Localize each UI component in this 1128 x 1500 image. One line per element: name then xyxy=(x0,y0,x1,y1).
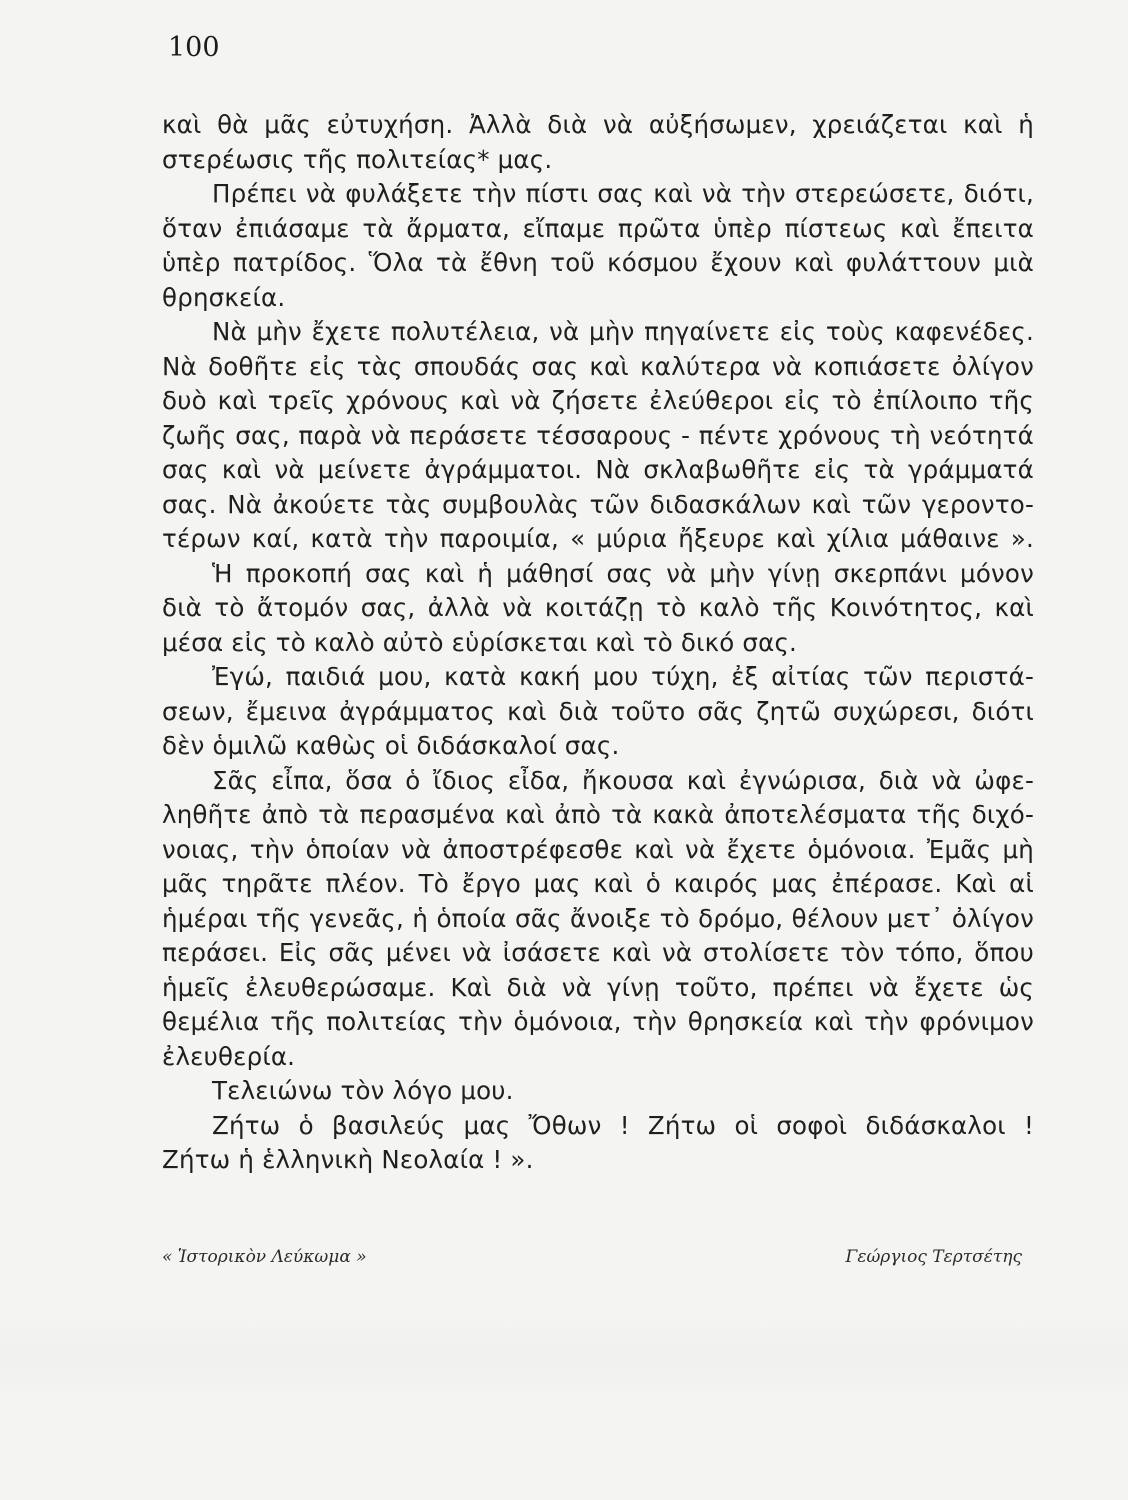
text-line: ἐλευθερία. xyxy=(162,1041,296,1071)
text-line: θρησκεία. xyxy=(162,282,286,312)
text-line: στερέωσις τῆς πολιτείας* μας. xyxy=(162,144,553,174)
page-number: 100 xyxy=(168,32,220,63)
text-line: τέρων καί, κατὰ τὴν παροιμία, « μύρια ἤξευρε καὶ χίλια μάθαινε ». xyxy=(162,524,1034,553)
reverse-side-bleed-through xyxy=(0,1318,1128,1403)
text-line: ὅταν ἐπιάσαμε τὰ ἄρματα, εἴπαμε πρῶτα ὑπὲρ πίστεως καὶ ἔπειτα xyxy=(162,213,1034,243)
author-name: Γεώργιος Τερτσέτης xyxy=(845,1247,1022,1267)
text-line: θεμέλια τῆς πολιτείας τὴν ὁμόνοια, τὴν θρησκεία καὶ τὴν φρόνιμον xyxy=(162,1007,1034,1036)
text-line: Ἐγώ, παιδιά μου, κατὰ κακή μου τύχη, ἐξ αἰτίας τῶν περιστά- xyxy=(212,662,1034,691)
text-line: δὲν ὁμιλῶ καθὼς οἱ διδάσκαλοί σας. xyxy=(162,731,620,760)
text-line: μέσα εἰς τὸ καλὸ αὐτὸ εὑρίσκεται καὶ τὸ δικό σας. xyxy=(162,627,798,657)
text-line: διὰ τὸ ἄτομόν σας, ἀλλὰ νὰ κοιτάζῃ τὸ καλὸ τῆς Κοινότητος, καὶ xyxy=(162,593,1034,622)
text-line: νοιας, τὴν ὁποίαν νὰ ἀποστρέφεσθε καὶ νὰ ἔχετε ὁμόνοια. Ἐμᾶς μὴ xyxy=(162,834,1034,864)
text-line: Ζήτω ἡ ἑλληνικὴ Νεολαία ! ». xyxy=(162,1145,534,1174)
source-title: « Ἱστορικὸν Λεύκωμα » xyxy=(162,1247,367,1267)
text-line: ληθῆτε ἀπὸ τὰ περασμένα καὶ ἀπὸ τὰ κακὰ ἀποτελέσματα τῆς διχό- xyxy=(162,800,1034,829)
text-line: Τελειώνω τὸν λόγο μου. xyxy=(212,1076,514,1105)
text-line: Ζήτω ὁ βασιλεύς μας Ὄθων ! Ζήτω οἱ σοφοὶ διδάσκαλοι ! xyxy=(212,1110,1034,1140)
text-line: δυὸ καὶ τρεῖς χρόνους καὶ νὰ ζήσετε ἐλεύθεροι εἰς τὸ ἐπίλοιπο τῆς xyxy=(162,386,1034,415)
text-line: σας καὶ νὰ μείνετε ἀγράμματοι. Νὰ σκλαβωθῆτε εἰς τὰ γράμματά xyxy=(162,455,1034,484)
text-line: σας. Νὰ ἀκούετε τὰς συμβουλὰς τῶν διδασκάλων καὶ τῶν γεροντο- xyxy=(162,489,1034,519)
text-line: ἡμέραι τῆς γενεᾶς, ἡ ὁποία σᾶς ἄνοιξε τὸ δρόμο, θέλουν μετ᾽ ὀλίγον xyxy=(162,903,1034,933)
text-line: Νὰ μὴν ἔχετε πολυτέλεια, νὰ μὴν πηγαίνετε εἰς τοὺς καφενέδες. xyxy=(212,317,1034,346)
text-line: ζωῆς σας, παρὰ νὰ περάσετε τέσσαρους - πέντε χρόνους τὴ νεότητά xyxy=(162,420,1034,450)
text-line: ὑπὲρ πατρίδος. Ὅλα τὰ ἔθνη τοῦ κόσμου ἔχουν καὶ φυλάττουν μιὰ xyxy=(162,248,1034,277)
text-line: ἡμεῖς ἐλευθερώσαμε. Καὶ διὰ νὰ γίνῃ τοῦτο, πρέπει νὰ ἔχετε ὡς xyxy=(162,972,1034,1002)
text-line: Σᾶς εἶπα, ὅσα ὁ ἴδιος εἶδα, ἤκουσα καὶ ἐγνώρισα, διὰ νὰ ὠφε- xyxy=(212,765,1034,795)
text-line: καὶ θὰ μᾶς εὐτυχήση. Ἀλλὰ διὰ νὰ αὐξήσωμεν, χρειάζεται καὶ ἡ xyxy=(162,110,1034,139)
text-line: Ἡ προκοπή σας καὶ ἡ μάθησί σας νὰ μὴν γίνῃ σκερπάνι μόνον xyxy=(212,558,1034,588)
text-line: Νὰ δοθῆτε εἰς τὰς σπουδάς σας καὶ καλύτερα νὰ κοπιάσετε ὀλίγον xyxy=(162,351,1034,381)
text-line: Πρέπει νὰ φυλάξετε τὴν πίστι σας καὶ νὰ τὴν στερεώσετε, διότι, xyxy=(212,179,1034,208)
text-line: μᾶς τηρᾶτε πλέον. Τὸ ἔργο μας καὶ ὁ καιρός μας ἐπέρασε. Καὶ αἱ xyxy=(162,869,1034,898)
text-line: σεων, ἔμεινα ἀγράμματος καὶ διὰ τοῦτο σᾶς ζητῶ συχώρεσι, διότι xyxy=(162,696,1034,726)
body-text xyxy=(162,108,1034,1178)
text-line: περάσει. Εἰς σᾶς μένει νὰ ἰσάσετε καὶ νὰ στολίσετε τὸν τόπο, ὅπου xyxy=(162,938,1034,967)
